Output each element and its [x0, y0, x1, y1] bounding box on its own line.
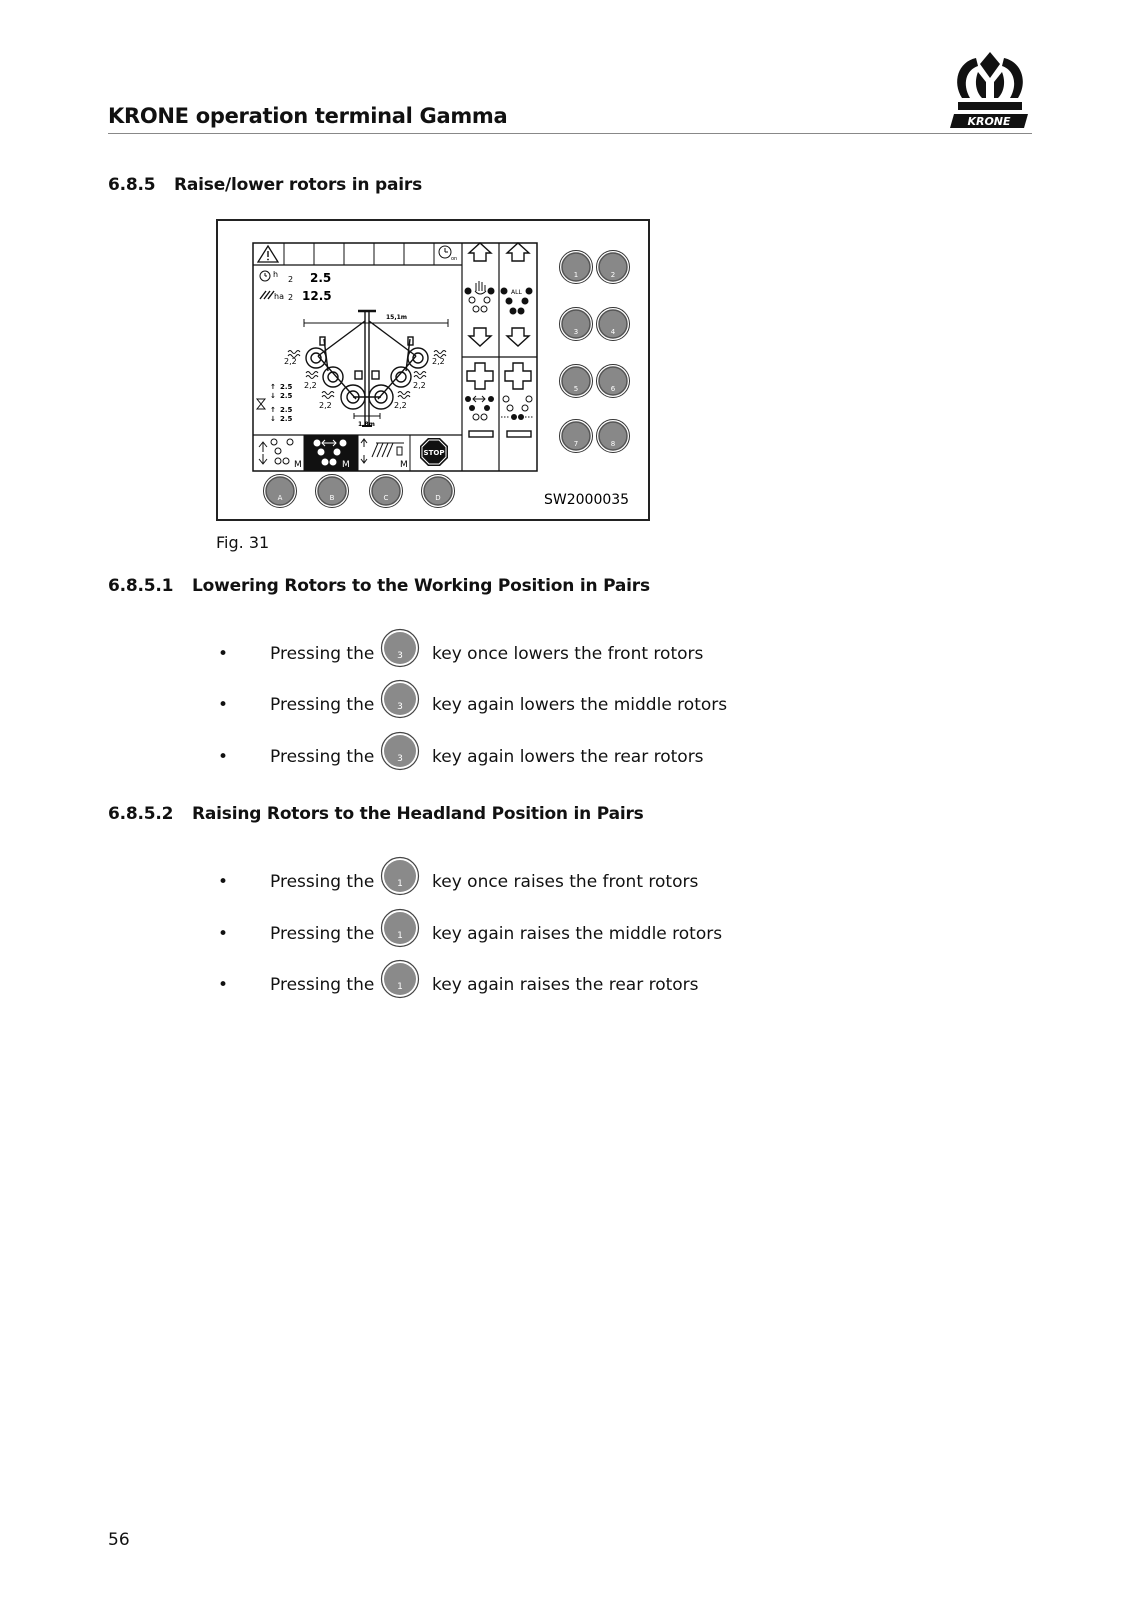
subsection-2-number: 6.8.5.2 [108, 804, 174, 824]
bullet: • [218, 872, 229, 892]
side-arrow-down: ↓ [270, 392, 276, 400]
width-bottom-label: 1,8m [358, 421, 375, 428]
softkey-pairs-active [304, 435, 358, 471]
key-4 [597, 308, 630, 341]
subsection-1-title: Lowering Rotors to the Working Position in Pairs [192, 576, 650, 596]
document-title: KRONE operation terminal Gamma [108, 104, 508, 128]
side-arrow-up-2: ↑ [270, 406, 276, 414]
rotor-height-3: 2,2 [304, 381, 317, 390]
svg-text:A: A [277, 494, 283, 502]
key-6 [597, 365, 630, 398]
key-1-icon [380, 959, 420, 999]
softkey-label-1: M [294, 460, 302, 470]
svg-text:3: 3 [573, 328, 579, 336]
all-label: ALL [511, 289, 522, 296]
svg-text:1: 1 [573, 271, 579, 279]
svg-text:6: 6 [610, 385, 616, 393]
softkey-label-3: M [400, 460, 408, 470]
terminal-drawing [218, 221, 648, 519]
softkey-label-2: M [342, 460, 350, 470]
svg-text:2: 2 [610, 271, 616, 279]
rotor-height-2: 2,2 [432, 357, 445, 366]
width-top-label: 15,1m [386, 314, 408, 321]
side-value-3: 2.5 [280, 406, 293, 414]
side-arrow-up: ↑ [270, 383, 276, 391]
key-1-icon [380, 908, 420, 948]
rotor-height-6: 2,2 [394, 401, 407, 410]
stop-icon [420, 438, 448, 466]
section-heading [108, 175, 422, 195]
logo-text: KRONE [967, 115, 1011, 128]
svg-text:3: 3 [397, 754, 403, 764]
key-b [316, 475, 349, 508]
side-value-2: 2.5 [280, 392, 293, 400]
bullet: • [218, 695, 229, 715]
timer-label: on [451, 256, 458, 262]
rotor-height-5: 2,2 [319, 401, 332, 410]
svg-text:B: B [329, 494, 335, 502]
svg-text:D: D [435, 494, 441, 502]
rotor-height-1: 2,2 [284, 357, 297, 366]
area-index: 2 [288, 293, 294, 302]
svg-text:7: 7 [573, 440, 579, 448]
krone-logo [948, 48, 1032, 130]
subsection-2-title: Raising Rotors to the Headland Position in Pairs [192, 804, 644, 824]
rotor-height-4: 2,2 [413, 381, 426, 390]
hours-index: 2 [288, 275, 294, 284]
key-c [370, 475, 403, 508]
svg-text:4: 4 [610, 328, 616, 336]
key-8 [597, 420, 630, 453]
subsection-1-number: 6.8.5.1 [108, 576, 174, 596]
key-5 [560, 365, 593, 398]
svg-text:1: 1 [397, 982, 403, 992]
bullet: • [218, 924, 229, 944]
side-value-1: 2.5 [280, 383, 293, 391]
svg-text:8: 8 [610, 440, 616, 448]
key-7 [560, 420, 593, 453]
hours-value: 2.5 [310, 271, 332, 285]
key-d [422, 475, 455, 508]
key-3-icon [380, 731, 420, 771]
svg-text:5: 5 [573, 385, 579, 393]
key-3-icon [380, 628, 420, 668]
side-arrow-down-2: ↓ [270, 415, 276, 423]
hours-label: h [273, 270, 279, 279]
bullet: • [218, 975, 229, 995]
stop-label: STOP [423, 449, 445, 457]
key-2 [597, 251, 630, 284]
area-value: 12.5 [302, 289, 332, 303]
bullet: • [218, 747, 229, 767]
header-rule [108, 133, 1032, 134]
svg-text:C: C [383, 494, 389, 502]
section-number: 6.8.5 [108, 175, 156, 195]
figure-caption: Fig. 31 [216, 533, 270, 552]
key-3-icon [380, 679, 420, 719]
svg-text:3: 3 [397, 702, 403, 712]
svg-text:3: 3 [397, 651, 403, 661]
svg-text:1: 1 [397, 879, 403, 889]
side-value-4: 2.5 [280, 415, 293, 423]
subsection-1-heading [108, 576, 650, 596]
figure-code: SW2000035 [544, 492, 630, 508]
subsection-2-heading [108, 804, 644, 824]
area-label: ha [274, 292, 284, 301]
key-1 [560, 251, 593, 284]
page-number: 56 [108, 1530, 130, 1550]
terminal-figure [216, 219, 650, 521]
key-3 [560, 308, 593, 341]
key-1-icon [380, 856, 420, 896]
svg-text:1: 1 [397, 931, 403, 941]
key-a [264, 475, 297, 508]
section-title: Raise/lower rotors in pairs [174, 175, 422, 195]
bullet: • [218, 644, 229, 664]
